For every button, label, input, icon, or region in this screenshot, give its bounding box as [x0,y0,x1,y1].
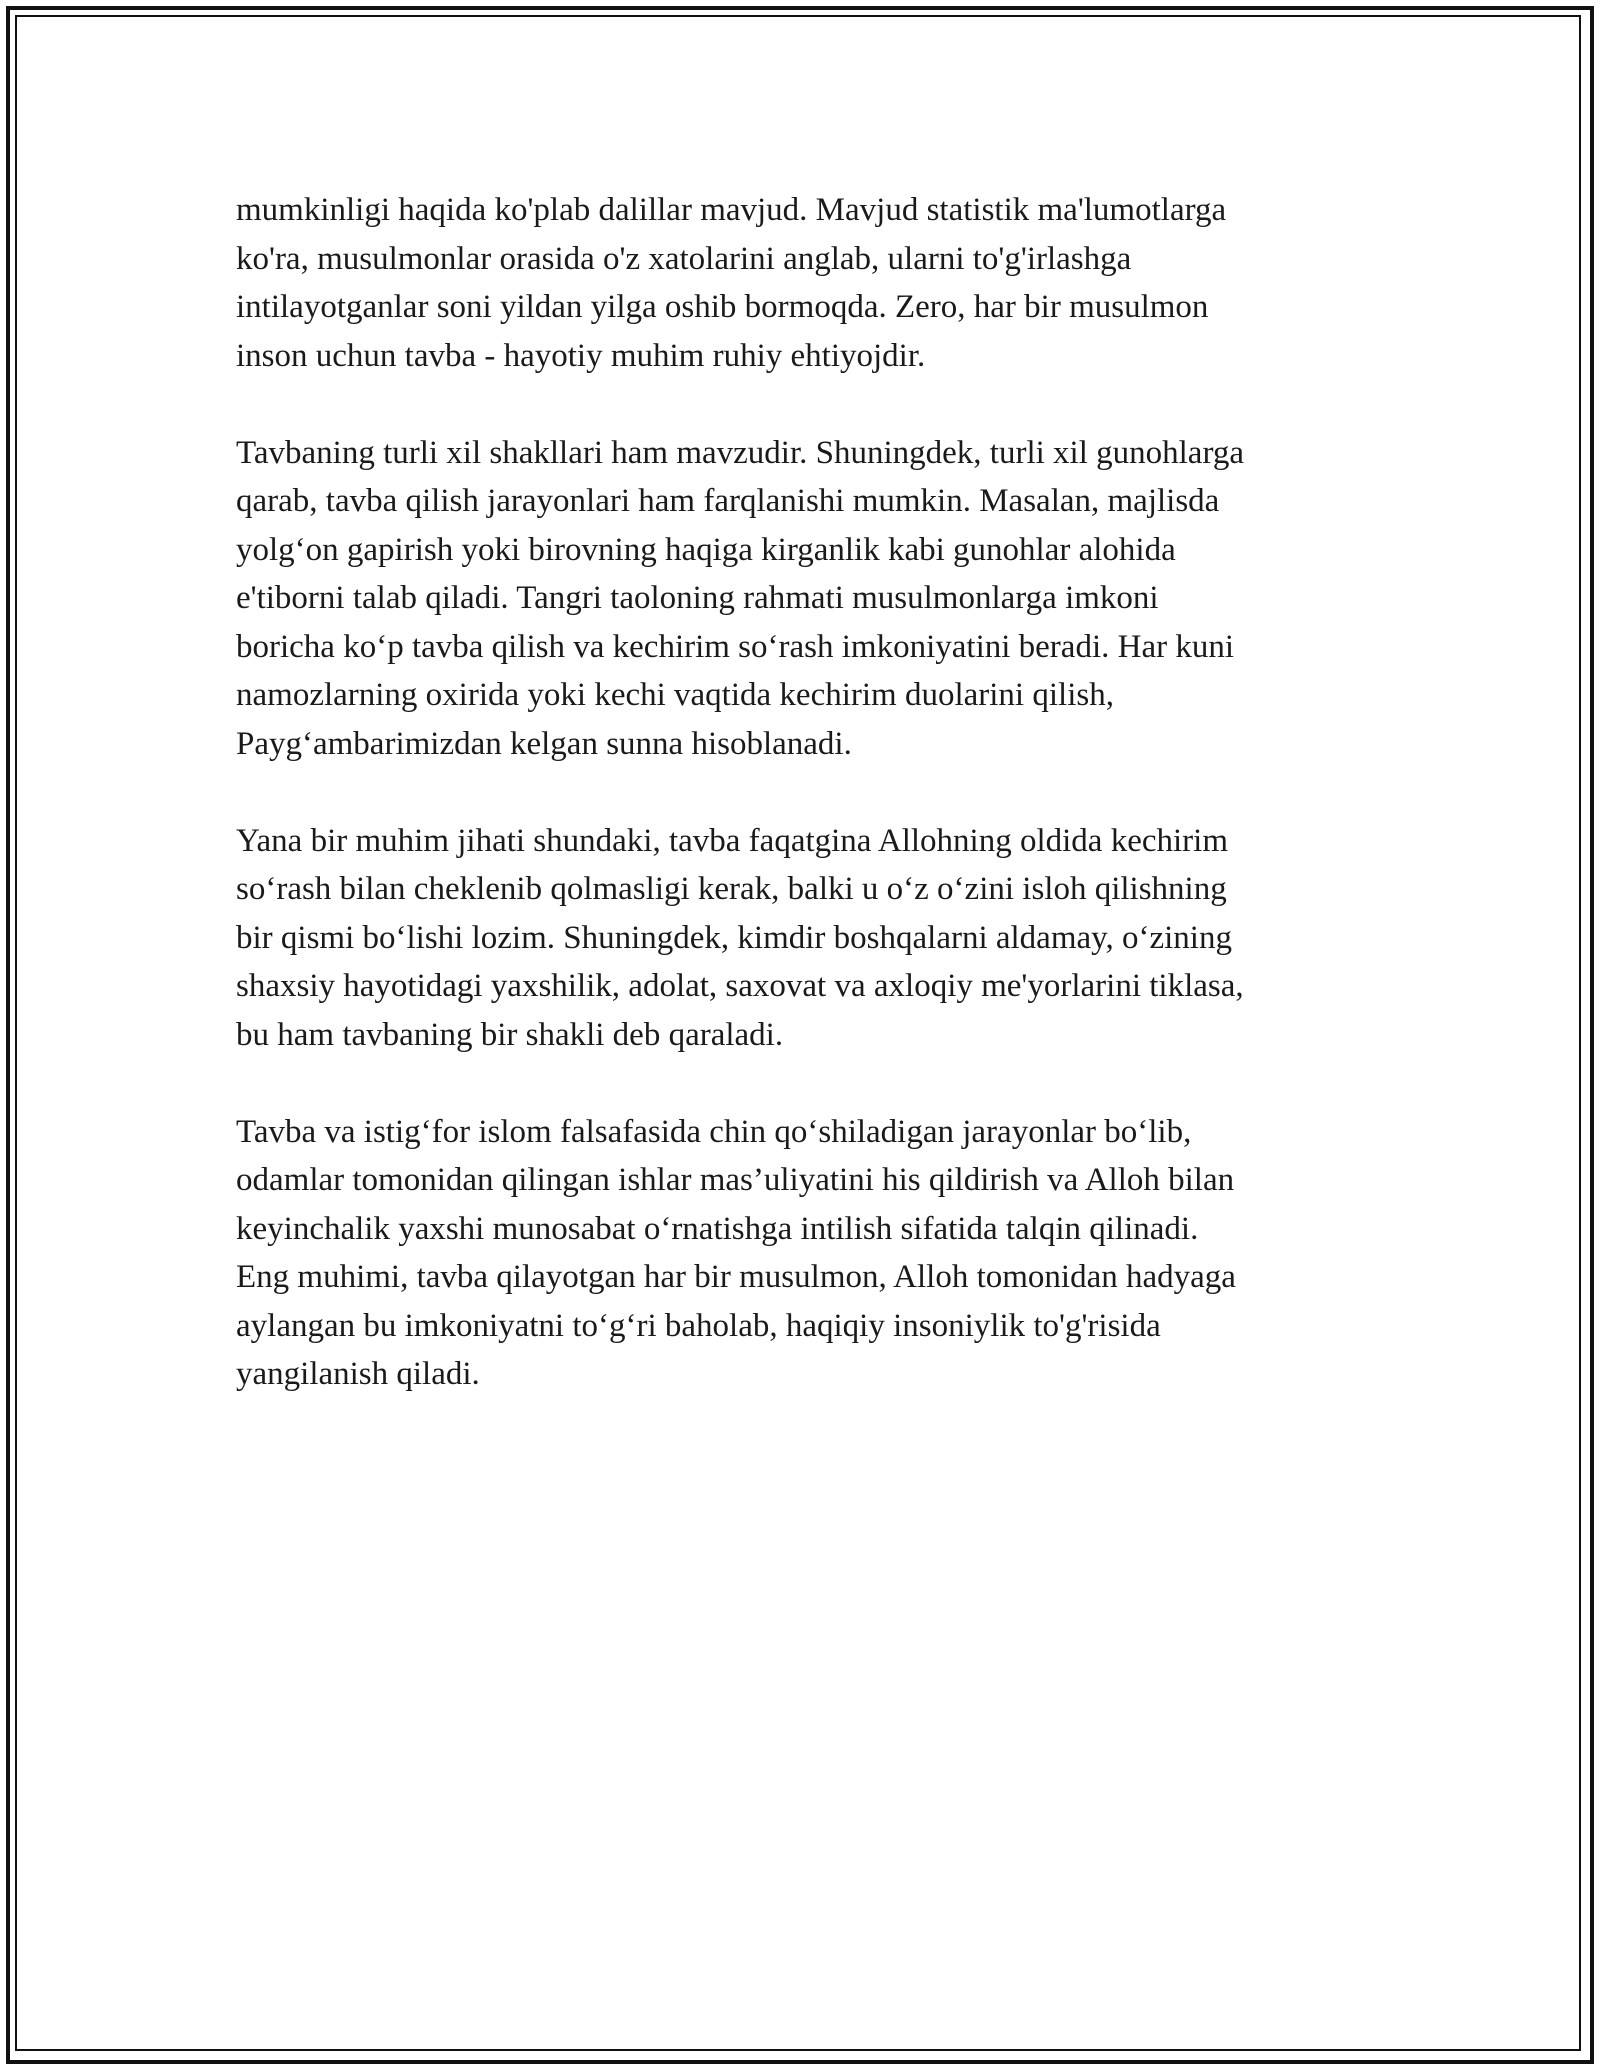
paragraph-4: Tavba va istig‘for islom falsafasida chin qo‘shiladigan jarayonlar bo‘lib, odamlar tomonidan qilingan ishlar mas’uliyatini his qildirish va Alloh bilan keyinchalik yaxshi munosabat o‘rnatishga intilish sifatida talqin qilinadi. Eng muhimi, tavba qilayotgan har bir musulmon, Alloh tomonidan hadyaga aylangan bu imkoniyatni to‘g‘ri baholab, haqiqiy insoniylik to'g'risida yangilanish qiladi. [236,1113,1236,1392]
paragraph-2: Tavbaning turli xil shakllari ham mavzudir. Shuningdek, turli xil gunohlarga qarab, tavba qilish jarayonlari ham farqlanishi mumkin. Masalan, majlisda yolg‘on gapirish yoki birovning haqiga kirganlik kabi gunohlar alohida e'tiborni talab qiladi. Tangri taoloning rahmati musulmonlarga imkoni boricha ko‘p tavba qilish va kechirim so‘rash imkoniyatini beradi. Har kuni namozlarning oxirida yoki kechi vaqtida kechirim duolarini qilish, Payg‘ambarimizdan kelgan sunna hisoblanadi. [236,434,1244,762]
paragraph-3: Yana bir muhim jihati shundaki, tavba faqatgina Allohning oldida kechirim so‘rash bilan cheklenib qolmasligi kerak, balki u o‘z o‘zini isloh qilishning bir qismi bo‘lishi lozim. Shuningdek, kimdir boshqalarni aldamay, o‘zining shaxsiy hayotidagi yaxshilik, adolat, saxovat va axloqiy me'yorlarini tiklasa, bu ham tavbaning bir shakli deb qaraladi. [236,822,1244,1053]
document-body [236,186,1376,1447]
paragraph-1: mumkinligi haqida ko'plab dalillar mavjud. Mavjud statistik ma'lumotlarga ko'ra, musulmonlar orasida o'z xatolarini anglab, ularni to'g'irlashga intilayotganlar soni yildan yilga oshib bormoqda. Zero, har bir musulmon inson uchun tavba - hayotiy muhim ruhiy ehtiyojdir. [236,192,1227,374]
